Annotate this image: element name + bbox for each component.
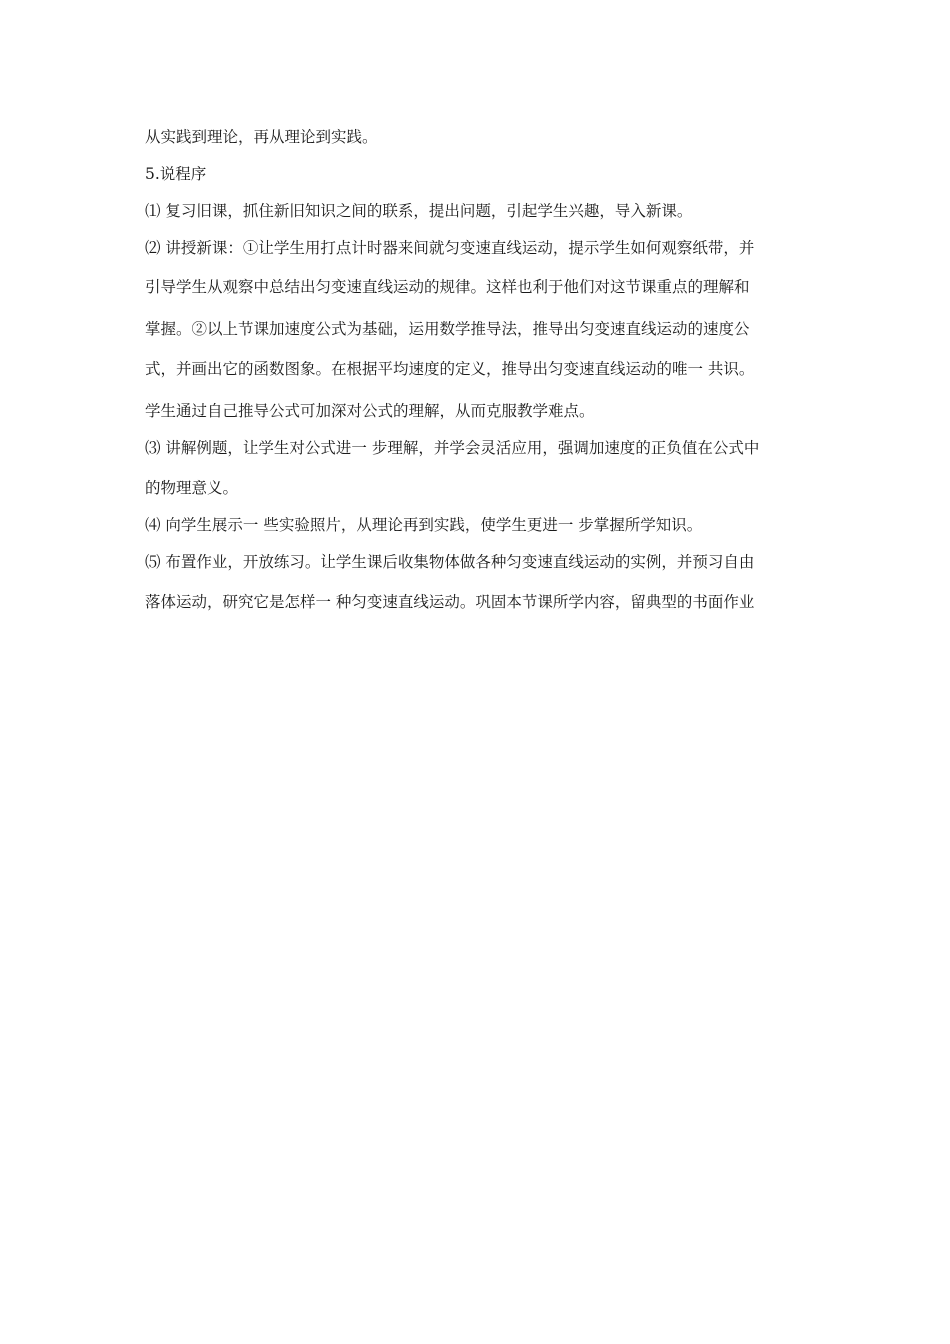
text-line: ⑸ 布置作业，开放练习。让学生课后收集物体做各种匀变速直线运动的实例，并预习自由 <box>145 553 755 571</box>
text-line: 学生通过自己推导公式可加深对公式的理解，从而克服教学难点。 <box>145 402 595 420</box>
text-line: 掌握。②以上节课加速度公式为基础，运用数学推导法，推导出匀变速直线运动的速度公 <box>145 320 750 338</box>
text-line: ⑶ 讲解例题，让学生对公式进一 步理解，并学会灵活应用，强调加速度的正负值在公式中 <box>145 439 760 457</box>
text-line: ⑵ 讲授新课：①让学生用打点计时器来间就匀变速直线运动，提示学生如何观察纸带，并 <box>145 239 755 257</box>
section-heading: 5.说程序 <box>145 165 207 183</box>
text-line: 式，并画出它的函数图象。在根据平均速度的定义，推导出匀变速直线运动的唯一 共识。 <box>145 360 755 378</box>
text-line: 落体运动，研究它是怎样一 种匀变速直线运动。巩固本节课所学内容，留典型的书面作业 <box>145 593 755 611</box>
text-line: 从实践到理论，再从理论到实践。 <box>145 128 378 146</box>
text-line: 的物理意义。 <box>145 479 239 497</box>
text-line: ⑴ 复习旧课，抓住新旧知识之间的联系，提出问题，引起学生兴趣，导入新课。 <box>145 202 693 220</box>
text-line: 引导学生从观察中总结出匀变速直线运动的规律。这样也利于他们对这节课重点的理解和 <box>145 278 750 296</box>
text-line: ⑷ 向学生展示一 些实验照片，从理论再到实践，使学生更进一 步掌握所学知识。 <box>145 516 703 534</box>
